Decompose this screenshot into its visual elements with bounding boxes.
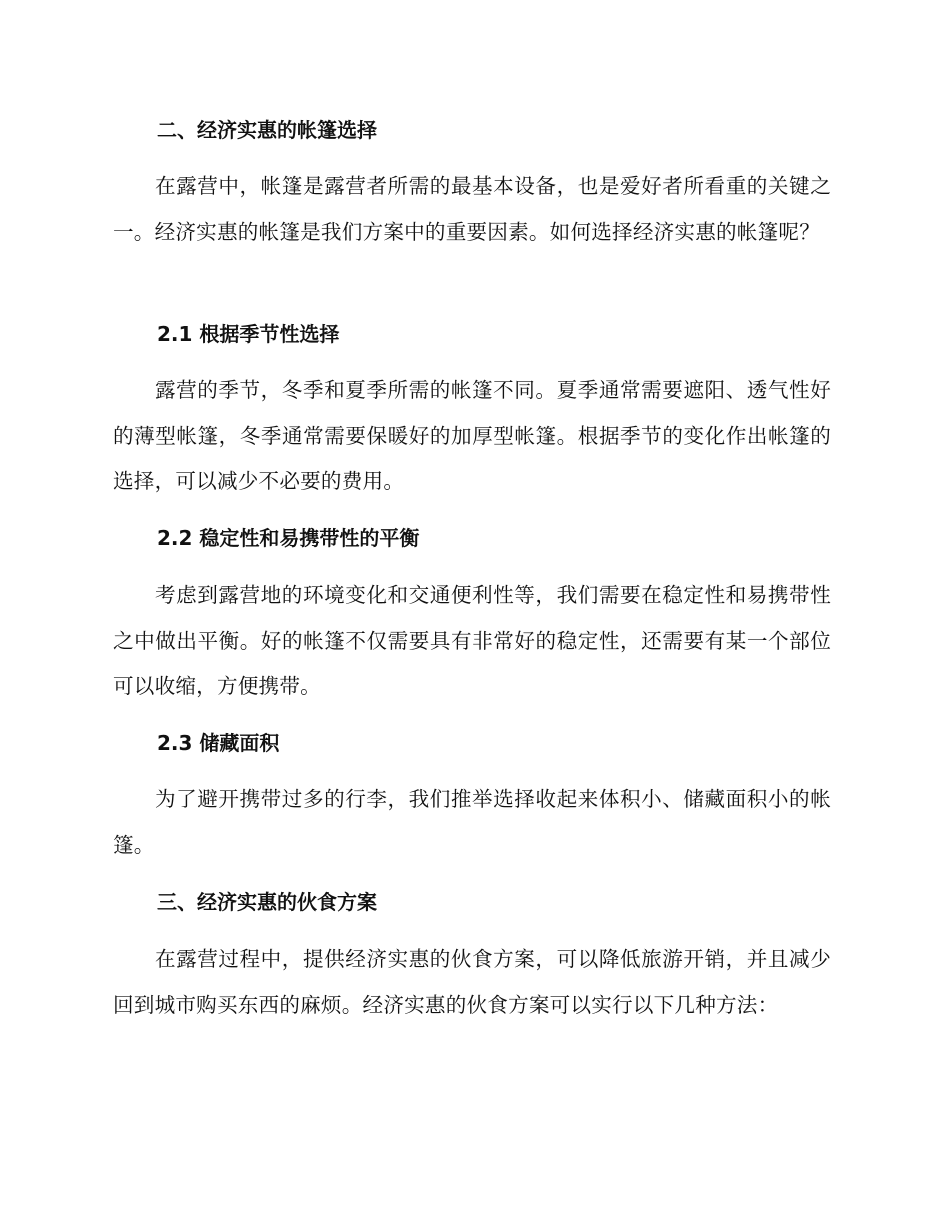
paragraph-stability: 考虑到露营地的环境变化和交通便利性等，我们需要在稳定性和易携带性之中做出平衡。好的帐篷不仅需要具有非常好的稳定性，还需要有某一个部位可以收缩，方便携带。 <box>113 583 831 698</box>
section-heading-storage: 2.3 储藏面积 <box>157 731 280 755</box>
section-heading-seasonal: 2.1 根据季节性选择 <box>157 322 340 346</box>
paragraph-tent-choice: 在露营中，帐篷是露营者所需的最基本设备，也是爱好者所看重的关键之一。经济实惠的帐篷是我们方案中的重要因素。如何选择经济实惠的帐篷呢？ <box>113 174 831 244</box>
section-heading-food-plan: 三、经济实惠的伙食方案 <box>157 890 377 914</box>
paragraph-food-plan: 在露营过程中，提供经济实惠的伙食方案，可以降低旅游开销，并且减少回到城市购买东西的麻烦。经济实惠的伙食方案可以实行以下几种方法： <box>113 947 831 1017</box>
section-heading-tent-choice: 二、经济实惠的帐篷选择 <box>157 118 377 142</box>
paragraph-storage: 为了避开携带过多的行李，我们推举选择收起来体积小、储藏面积小的帐篷。 <box>113 787 831 857</box>
paragraph-seasonal: 露营的季节，冬季和夏季所需的帐篷不同。夏季通常需要遮阳、透气性好的薄型帐篷，冬季通常需要保暖好的加厚型帐篷。根据季节的变化作出帐篷的选择，可以减少不必要的费用。 <box>113 378 831 493</box>
section-heading-stability: 2.2 稳定性和易携带性的平衡 <box>157 526 420 550</box>
